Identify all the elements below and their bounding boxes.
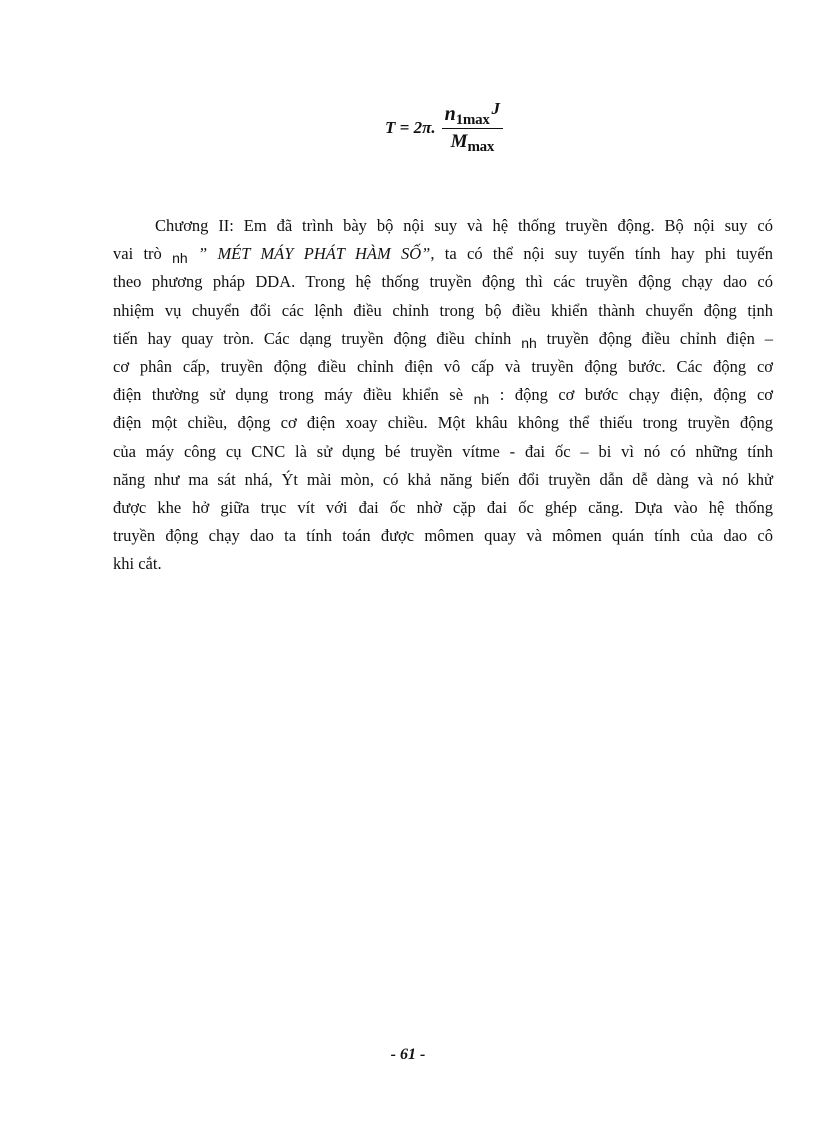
paragraph-line	[113, 466, 773, 494]
line-text: khi cắt.	[113, 554, 162, 574]
line-text-tail: truyền động điều chỉnh điện –	[546, 328, 773, 348]
line-text: Chương II: Em đã trình bày bộ nội suy và hệ thống truyền động. Bộ nội suy có	[155, 216, 773, 235]
paragraph-line	[113, 409, 773, 437]
period-formula	[385, 98, 503, 158]
quoted-term: ” MÉT MÁY PHÁT HÀM SỐ”	[197, 244, 431, 264]
line-text-tail: : động cơ bước chạy điện, động cơ	[499, 385, 774, 405]
paragraph-line	[113, 240, 773, 268]
inline-note-nh: nh	[521, 334, 537, 351]
paragraph-line	[113, 297, 773, 325]
line-text: vai trò	[113, 244, 162, 264]
paragraph-line	[113, 550, 773, 578]
formula-lhs: T = 2π.	[385, 118, 436, 137]
formula-numerator-sub: 1max	[455, 112, 490, 128]
paragraph-line	[113, 268, 773, 296]
line-text: truyền động chạy dao ta tính toán được mômen quay và mômen quán tính của dao cô	[113, 526, 773, 546]
paragraph-line	[113, 325, 773, 353]
formula-numerator	[442, 99, 503, 129]
formula-numerator-var: n	[444, 103, 456, 125]
line-text: theo phương pháp DDA. Trong hệ thống truyền động thì các truyền động chạy dao có	[113, 272, 773, 292]
body-paragraph	[113, 212, 773, 578]
line-text: năng như ma sát nhá, Ýt mài mòn, có khả năng biến đổi truyền dẫn dễ dàng và nó khử	[113, 469, 773, 489]
formula-numerator-tail: J	[491, 99, 501, 118]
line-text: của máy công cụ CNC là sử dụng bé truyền vítme - đai ốc – bi vì nó có những tính	[113, 441, 773, 461]
inline-note-nh: nh	[473, 391, 490, 408]
formula-denominator-sub: max	[467, 139, 495, 155]
paragraph-line	[113, 522, 773, 550]
line-text: điện một chiều, động cơ điện xoay chiều. Một khâu không thể thiếu trong truyền động	[113, 413, 773, 433]
paragraph-line	[113, 438, 773, 466]
inline-note-nh: nh	[172, 250, 188, 267]
page-number: - 61 -	[390, 1046, 426, 1063]
paragraph-line	[113, 353, 773, 381]
paragraph-line	[113, 381, 773, 409]
formula-fraction	[442, 99, 503, 155]
paragraph-line	[113, 212, 773, 240]
formula-denominator	[451, 129, 495, 153]
line-text: điện thường sử dụng trong máy điều khiển sè	[113, 385, 464, 405]
line-text: nhiệm vụ chuyển đổi các lệnh điều chỉnh trong bộ điều khiển thành chuyển động tịnh	[113, 300, 773, 320]
line-text: tiến hay quay tròn. Các dạng truyền động điều chỉnh	[113, 328, 512, 348]
paragraph-line	[113, 494, 773, 522]
line-text: được khe hở giữa trục vít với đai ốc nhờ cặp đai ốc ghép căng. Dựa vào hệ thống	[113, 497, 773, 517]
line-text-tail: , ta có thể nội suy tuyến tính hay phi tuyến	[430, 244, 773, 264]
line-text: cơ phân cấp, truyền động điều chỉnh điện vô cấp và truyền động bước. Các động cơ	[113, 356, 773, 376]
formula-denominator-var: M	[450, 131, 468, 152]
